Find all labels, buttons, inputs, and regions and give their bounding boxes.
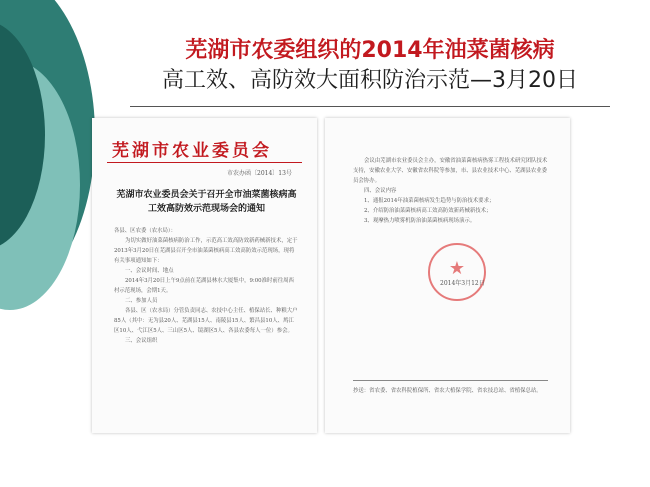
document-paragraph: 二、参加人员 — [125, 298, 158, 304]
official-seal — [428, 243, 486, 301]
document-paragraph: 会议由芜湖市农业委员会主办，安徽省油菜菌核病热雾工程技术研究团队技术支持，安徽农业大学、安徽省农科院等参加，市、县农业技术中心、芜湖县农业委员会协办。 — [353, 158, 548, 184]
document-page-left — [92, 118, 317, 433]
title-divider — [130, 106, 610, 107]
document-paragraph: 三、会议组织 — [125, 338, 158, 344]
document-date: 2014年3月12日 — [440, 280, 485, 287]
document-body-right — [353, 156, 548, 226]
document-number: 市农办函〔2014〕13号 — [227, 170, 292, 177]
slide-title-line2: 高工效、高防效大面积防治示范—3月20日 — [162, 68, 578, 93]
cc-line-text: 抄送：省农委、省农科院植保所、省农大植保学院、省农技总站、省植保总站。 — [353, 388, 542, 394]
letterhead: 芜湖市农业委员会 — [112, 141, 272, 161]
document-paragraph: 3、观摩热力喷雾机防治油菜菌核病现场演示。 — [364, 218, 476, 224]
document-paragraph: 2014年3月20日上午9点前在芜湖县林水大厦集中，9:00准时前往周西村示范现场，会期1天。 — [114, 278, 294, 294]
document-paragraph: 2、介绍防治油菜菌核病高工效高防效新药械新技术； — [364, 208, 492, 214]
slide-title-line1: 芜湖市农委组织的2014年油菜菌核病 — [185, 38, 555, 63]
document-title: 芜湖市农业委员会关于召开全市油菜菌核病高工效高防效示范现场会的通知 — [116, 190, 297, 214]
cc-list — [353, 386, 548, 396]
document-paragraph: 一、会议时间、地点 — [125, 268, 174, 274]
document-body-left — [114, 226, 299, 346]
document-paragraph: 四、会议内容 — [364, 188, 397, 194]
slide-title — [110, 36, 630, 96]
seal-star-icon: ★ — [448, 258, 466, 279]
document-paragraph: 各县、区农委（农水局）： — [114, 228, 176, 234]
document-paragraph: 1、通报2014年油菜菌核病发生趋势与防治技术要求； — [364, 198, 495, 204]
cc-divider — [353, 380, 548, 381]
document-page-right — [325, 118, 570, 433]
document-paragraph: 各县、区（农水局）分管负责同志、农技中心主任、植保站长、种粮大户85人（其中：无为县20人、芜湖县15人、南陵县15人、繁昌县10人、鸠江区10人、弋江区5人、三山区5人、镜湖区5人、各县农委每人一位）参会。 — [114, 308, 298, 334]
document-paragraph: 为切实做好油菜菌核病防治工作，示范高工效高防效新药械新技术，定于2013年3月20日在芜湖县召开全市油菜菌核病高工效高防效示范现场，现将有关事项通知如下： — [114, 238, 298, 264]
letterhead-divider — [107, 162, 302, 163]
